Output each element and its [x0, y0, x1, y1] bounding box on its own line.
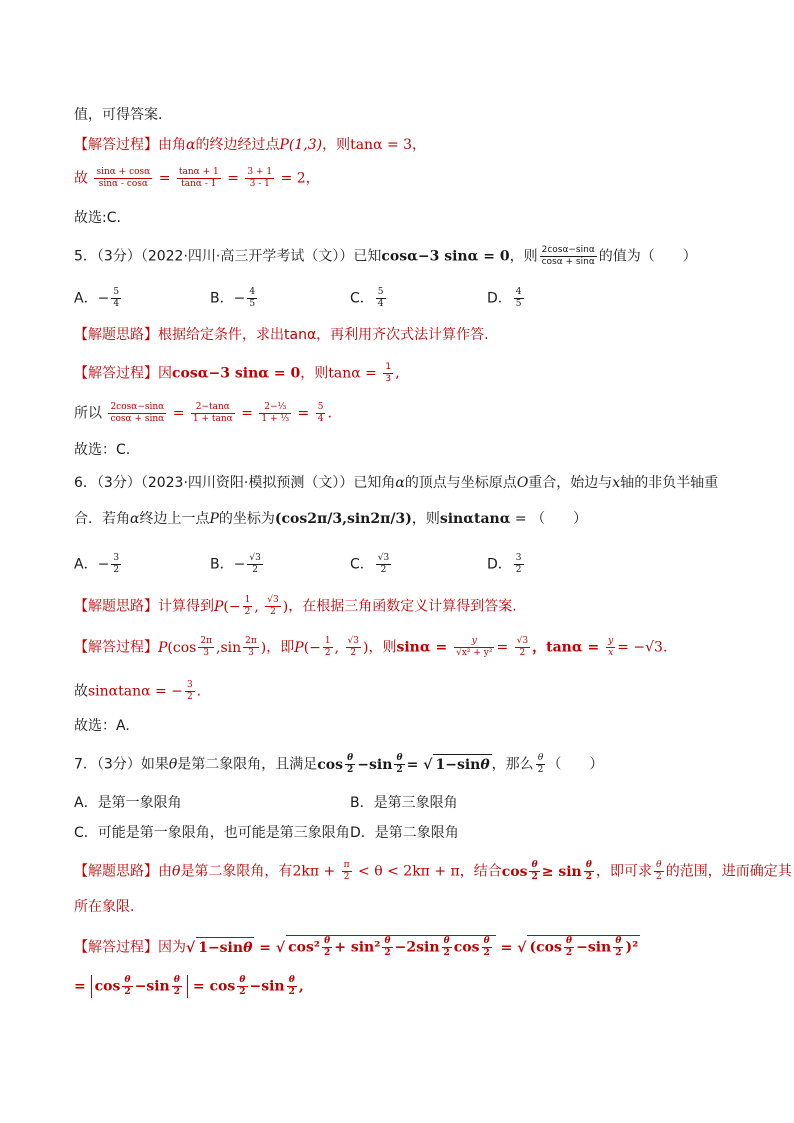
answer — [74, 208, 734, 228]
math: α — [130, 511, 140, 527]
math: = — [496, 639, 513, 656]
text: 值，可得答案. — [74, 107, 163, 123]
text: 故选:C. — [74, 210, 121, 226]
option-label: C． — [350, 290, 374, 307]
numerator: 4 — [515, 287, 522, 297]
math: sinαtanα = − — [88, 683, 183, 700]
equation-line: = cos $\frac{\theta}{2}$ −sin $\frac{\theta}{2}$ = cos $\frac{\theta}{2}$ −sin $\frac{\theta}{2}$ , — [74, 975, 304, 997]
math: < θ < 2kπ + π — [353, 863, 460, 880]
fraction — [94, 167, 152, 190]
math: θ — [172, 863, 181, 880]
solution-process: 【解答过程】因为√ 1−sinθ = √ cos² $\frac{\theta}{2}$ + sin² $\frac{\theta}{2}$ −2sin $\frac{\theta}{2}$ cos $\frac{\theta}{2}$ = √ (cos $\frac{\theta}{2}$ −sin $\frac{\theta}{2}$ )² — [74, 936, 639, 958]
numerator: y — [454, 636, 494, 648]
denominator: 2 — [252, 565, 258, 575]
numerator: √3 — [377, 553, 390, 563]
answer — [74, 716, 734, 736]
fraction — [191, 402, 235, 425]
math: cosα−3 sinα = 0 — [381, 248, 510, 265]
solution-idea: 【解题思路】计算得到P(− $\frac{1}{2}$ , $\frac{√3}{2}$ )，在根据三角函数定义计算得到答案. — [74, 595, 517, 617]
solution-process: 【解答过程】因cosα−3 sinα = 0，则tanα = $\frac{1}{3}$ , — [74, 362, 400, 384]
text: 的范围，进而确定其 — [665, 863, 792, 880]
fraction — [316, 402, 326, 425]
option-D[interactable] — [350, 822, 459, 842]
idea-tag: 【解题思路】 — [74, 598, 158, 615]
fraction — [514, 553, 524, 576]
fraction — [259, 402, 291, 425]
numerator: 5 — [317, 402, 324, 412]
denominator: 4 — [317, 414, 324, 424]
text: 计算得到 — [158, 598, 214, 615]
numerator: 4 — [249, 287, 256, 297]
option-label: D． — [487, 290, 512, 307]
question-5 — [74, 245, 734, 268]
numerator: 2cosα−sinα — [110, 402, 165, 412]
solution-idea: 【解题思路】由θ是第二象限角，有2kπ + $\frac{\pi}{2}$ < θ < 2kπ + π，结合cos $\frac{\theta}{2}$ ≥ sin $\frac{\theta}{2}$ ，即可求 $\frac{\theta}{2}$ 的范围，进而确定其 — [74, 860, 792, 882]
option-A[interactable] — [74, 287, 123, 310]
numerator: 2cosα−sinα — [541, 245, 595, 255]
text-line — [74, 897, 734, 917]
math: = 2， — [280, 170, 320, 187]
question-6-line2 — [74, 509, 734, 529]
denominator: 4 — [377, 299, 384, 309]
text: 故选：C. — [74, 442, 131, 458]
text: 是第二象限角，且满足 — [177, 756, 318, 773]
option-C[interactable] — [74, 822, 350, 842]
solution-process — [74, 135, 734, 155]
option-B[interactable] — [210, 287, 259, 310]
fraction — [514, 287, 524, 310]
text: 合．若角 — [74, 511, 130, 527]
text: 所以 — [74, 405, 102, 422]
denominator: sinα - cosα — [98, 179, 148, 189]
solution-idea — [74, 325, 734, 345]
numerator: 1 — [385, 362, 392, 372]
text: ，即 — [266, 639, 295, 656]
idea-tag: 【解题思路】 — [74, 863, 158, 880]
math: O — [516, 475, 529, 491]
option-text: C．可能是第一象限角，也可能是第三象限角 — [74, 825, 350, 841]
text: 重合，始边与 — [528, 475, 613, 491]
numerator: sinα + cosα — [96, 167, 151, 177]
process-tag: 【解答过程】 — [74, 939, 158, 956]
question-6 — [74, 473, 734, 493]
denominator: 3 — [385, 374, 392, 384]
option-label: B． — [210, 290, 234, 307]
question-7: 7．（3分）如果θ是第二象限角，且满足cos $\frac{\theta}{2}$ −sin $\frac{\theta}{2}$ = √ 1−sinθ ，那么 $\frac{\theta}{2}$ （ ） — [74, 753, 604, 775]
fraction — [540, 245, 597, 268]
math: P — [209, 511, 219, 527]
denominator: cosα + sinα — [541, 257, 595, 267]
text: 轴的非负半轴重 — [620, 475, 719, 491]
option-B[interactable] — [350, 792, 458, 812]
math: = −√3. — [617, 639, 668, 656]
math: = （ ） — [510, 511, 588, 527]
text: 故 — [74, 170, 88, 187]
denominator: 5 — [249, 299, 256, 309]
text: 因 — [158, 365, 172, 382]
sign: − — [97, 290, 110, 307]
math: ，则tanα = 3， — [322, 137, 427, 153]
math: cosα−3 sinα = 0 — [172, 365, 301, 382]
text: 的值为（ ） — [598, 248, 697, 265]
numerator: 3 — [113, 553, 120, 563]
math: 2kπ + — [292, 863, 340, 880]
math: θ — [168, 756, 178, 773]
option-label: A． — [74, 290, 98, 307]
fraction — [383, 362, 393, 385]
option-text: D．是第二象限角 — [350, 825, 459, 841]
fraction — [376, 287, 386, 310]
option-label: D． — [487, 556, 512, 573]
option-label: A． — [74, 556, 98, 573]
numerator: 3 — [515, 553, 522, 563]
text: 因为 — [158, 939, 186, 956]
denominator: 4 — [113, 299, 120, 309]
numerator: 2−⅓ — [259, 402, 291, 414]
text: 是第二象限角，有 — [180, 863, 293, 880]
math: sinα = — [396, 639, 453, 656]
question-text: 5．（3分）（2022·四川·高三开学考试（文））已知 — [74, 248, 382, 265]
text: ，则 — [411, 511, 440, 527]
text: 的终边经过点 — [195, 137, 280, 153]
fraction — [247, 553, 262, 576]
answer — [74, 440, 734, 460]
option-label: B． — [210, 556, 234, 573]
numerator: √3 — [249, 553, 261, 563]
equation-line: 所以 $\frac{2\cos\alpha-\sin\alpha}{\cos\alpha + \sin\alpha}$ = $\frac{2-\tan\alpha}{1 + \tan\alpha}$ = $\frac{\text{2−⅓}}{\text{1 + ⅓}}$ = $\frac{5}{4}$ . — [74, 402, 332, 424]
text: ，那么 — [491, 756, 534, 773]
math: (cos2π/3,sin2π/3) — [274, 511, 412, 527]
text: 故选：A. — [74, 718, 130, 734]
math: α — [186, 137, 196, 153]
process-tag: 【解答过程】 — [74, 365, 158, 382]
fraction — [245, 167, 274, 190]
text: 根据给定条件，求出tanα，再利用齐次式法计算作答. — [158, 327, 489, 343]
denominator: 1 + tanα — [192, 414, 233, 424]
denominator: tanα - 1 — [181, 179, 217, 189]
denominator: cosα + sinα — [110, 414, 165, 424]
math: x — [612, 475, 621, 491]
text: 所在象限. — [74, 899, 135, 915]
text: 终边上一点 — [139, 511, 210, 527]
denominator: 3 - 1 — [249, 179, 270, 189]
math: ，则tanα = — [300, 365, 382, 382]
denominator: 5 — [515, 299, 522, 309]
numerator: tanα + 1 — [178, 167, 219, 177]
fraction — [247, 287, 257, 310]
question-text: 7．（3分）如果 — [74, 756, 169, 773]
math: α — [395, 475, 405, 491]
option-D[interactable] — [487, 553, 526, 576]
math: ，tanα = — [532, 639, 605, 656]
fraction — [376, 553, 391, 576]
option-A[interactable] — [74, 553, 123, 576]
numerator: 5 — [377, 287, 384, 297]
option-D[interactable] — [487, 287, 526, 310]
process-tag: 【解答过程】 — [74, 639, 158, 656]
option-A[interactable] — [74, 792, 182, 812]
text: （ ） — [547, 756, 604, 773]
fraction — [111, 287, 121, 310]
denominator: 2 — [515, 565, 522, 575]
text: 由 — [158, 863, 172, 880]
process-tag: 【解答过程】 — [74, 137, 158, 153]
equation-line: 故sinαtanα = − $\frac{3}{2}$ . — [74, 680, 202, 702]
option-text: A．是第一象限角 — [74, 795, 182, 811]
denominator: √x² + y² — [456, 648, 493, 658]
text: 的顶点与坐标原点 — [404, 475, 517, 491]
option-B[interactable] — [210, 553, 265, 576]
option-text: B．是第三象限角 — [350, 795, 458, 811]
denominator: 2 — [380, 565, 387, 575]
equation-line: 故 $\frac{\sin\alpha + \cos\alpha}{\sin\alpha - \cos\alpha}$ = $\frac{\tan\alpha + 1}{\tan\alpha - 1}$ = $\frac{3 + 1}{3 - 1}$ = 2， — [74, 167, 320, 189]
fraction — [108, 402, 166, 425]
text: 故 — [74, 683, 88, 700]
solution-process: 【解答过程】P(cos $\frac{2\pi}{3}$ ,sin $\frac{2\pi}{3}$ )，即P(− $\frac{1}{2}$ , $\frac{√3}{2}$ )，则sinα = $\frac{y}{\text{√x² + y²}}$ = $\frac{√3}{2}$ ，tanα = $\frac{y}{x}$ = −√3. — [74, 636, 668, 658]
denominator: 1 + ⅓ — [261, 414, 290, 424]
text: ，结合 — [459, 863, 502, 880]
text-line — [74, 105, 734, 125]
text: ，即可求 — [595, 863, 652, 880]
math: sinαtanα — [439, 511, 511, 527]
text: ，则 — [368, 639, 397, 656]
question-text: 6．（3分）（2023·四川资阳·模拟预测（文））已知角 — [74, 475, 396, 491]
numerator: 3 + 1 — [247, 167, 273, 177]
text: ，则 — [509, 248, 538, 265]
option-C[interactable] — [350, 287, 388, 310]
numerator: 2−tanα — [191, 402, 235, 414]
text: 由角 — [158, 137, 186, 153]
math: P(1,3) — [279, 137, 323, 153]
fraction — [111, 553, 121, 576]
sign: − — [233, 556, 246, 573]
numerator: 5 — [113, 287, 120, 297]
option-label: C． — [350, 556, 374, 573]
fraction — [177, 167, 221, 190]
option-C[interactable] — [350, 553, 393, 576]
sign: − — [233, 290, 246, 307]
text: ，在根据三角函数定义计算得到答案. — [288, 598, 517, 615]
idea-tag: 【解题思路】 — [74, 327, 158, 343]
denominator: 2 — [113, 565, 120, 575]
sign: − — [97, 556, 110, 573]
text: 的坐标为 — [218, 511, 275, 527]
